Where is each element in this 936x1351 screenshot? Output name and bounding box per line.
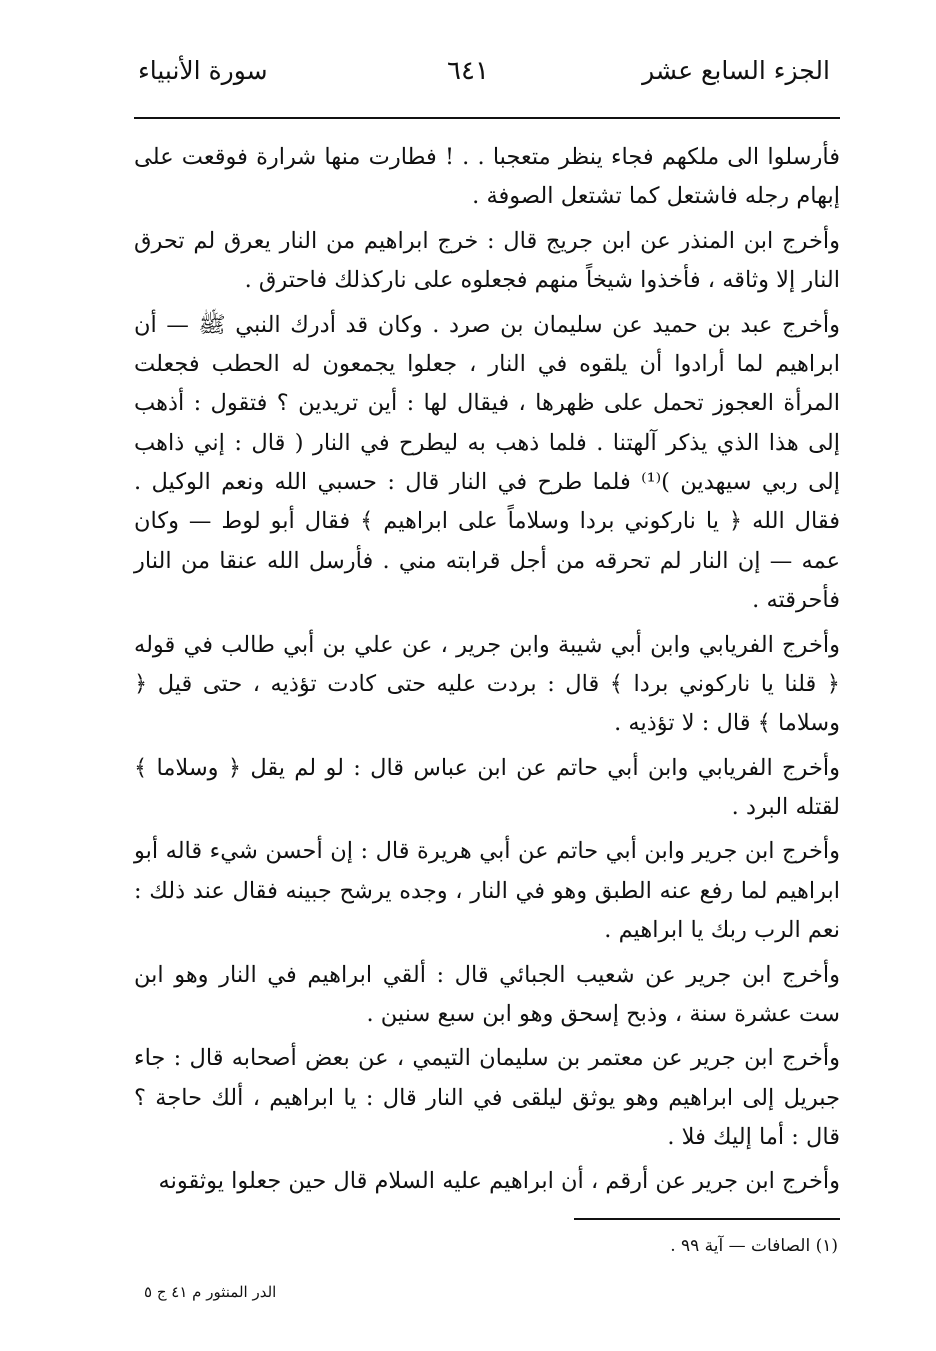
footnote: (١) الصافات — آية ٩٩ . bbox=[670, 1236, 838, 1256]
running-header-part: الجزء السابع عشر bbox=[642, 56, 830, 85]
paragraph: وأخرج الفريابي وابن أبي شيبة وابن جرير ، عن علي بن أبي طالب في قوله ﴿ قلنا يا ناركوني بردا ﴾ قال : بردت عليه حتى كادت تؤذيه ، حتى قيل ﴿ وسلاما ﴾ قال : لا تؤذيه . bbox=[134, 631, 840, 737]
running-header-surah: سورة الأنبياء bbox=[138, 56, 268, 85]
body-text bbox=[134, 138, 840, 1207]
page-number: ٦٤١ bbox=[447, 56, 489, 86]
signature-mark: الدر المنثور م ٤١ ج ٥ bbox=[144, 1283, 277, 1301]
paragraph: وأخرج ابن جرير عن شعيب الجبائي قال : ألقي ابراهيم في النار وهو ابن ست عشرة سنة ، وذبح إسحق وهو ابن سبع سنين . bbox=[134, 961, 840, 1027]
paragraph: وأخرج الفريابي وابن أبي حاتم عن ابن عباس قال : لو لم يقل ﴿ وسلاما ﴾ لقتله البرد . bbox=[134, 754, 840, 820]
paragraph: وأخرج عبد بن حميد عن سليمان بن صرد . وكان قد أدرك النبي ﷺ — أن ابراهيم لما أرادوا أن يلقوه في النار ، جعلوا يجمعون له الحطب فجعلت المرأة العجوز تحمل على ظهرها ، فيقال لها : أين تريدين ؟ فتقول : أذهب إلى هذا الذي يذكر آلهتنا . فلما ذهب به ليطرح في النار ( قال : إني ذاهب إلى ربي سيهدين )⁽¹⁾ فلما طرح في النار قال : حسبي الله ونعم الوكيل . فقال الله ﴿ يا ناركوني بردا وسلاماً على ابراهيم ﴾ فقال أبو لوط — وكان عمه — إن النار لم تحرقه من أجل قرابته مني . فأرسل الله عنقا من النار فأحرقته . bbox=[134, 311, 840, 614]
paragraph: وأخرج ابن جرير عن أرقم ، أن ابراهيم عليه السلام قال حين جعلوا يوثقونه bbox=[158, 1168, 840, 1195]
paragraph: وأخرج ابن المنذر عن ابن جريج قال : خرج ابراهيم من النار يعرق لم تحرق النار إلا وثاقه ، فأخذوا شيخاً منهم فجعلوه على ناركذلك فاحترق . bbox=[134, 227, 840, 294]
paragraph: وأخرج ابن جرير وابن أبي حاتم عن أبي هريرة قال : إن أحسن شيء قاله أبو ابراهيم لما رفع عنه الطبق وهو في النار ، وجده يرشح جبينه فقال عند ذلك : نعم الرب ربك يا ابراهيم . bbox=[134, 838, 840, 944]
paragraph: فأرسلوا الى ملكهم فجاء ينظر متعجبا . . ! فطارت منها شرارة فوقعت على إبهام رجله فاشتعل كما تشتعل الصوفة . bbox=[134, 144, 840, 210]
header-divider bbox=[134, 117, 840, 119]
paragraph: وأخرج ابن جرير عن معتمر بن سليمان التيمي ، عن بعض أصحابه قال : جاء جبريل إلى ابراهيم وهو يوثق ليلقى في النار قال : يا ابراهيم ، ألك حاجة ؟ قال : أما إليك فلا . bbox=[134, 1045, 840, 1150]
footnote-divider bbox=[574, 1218, 840, 1220]
